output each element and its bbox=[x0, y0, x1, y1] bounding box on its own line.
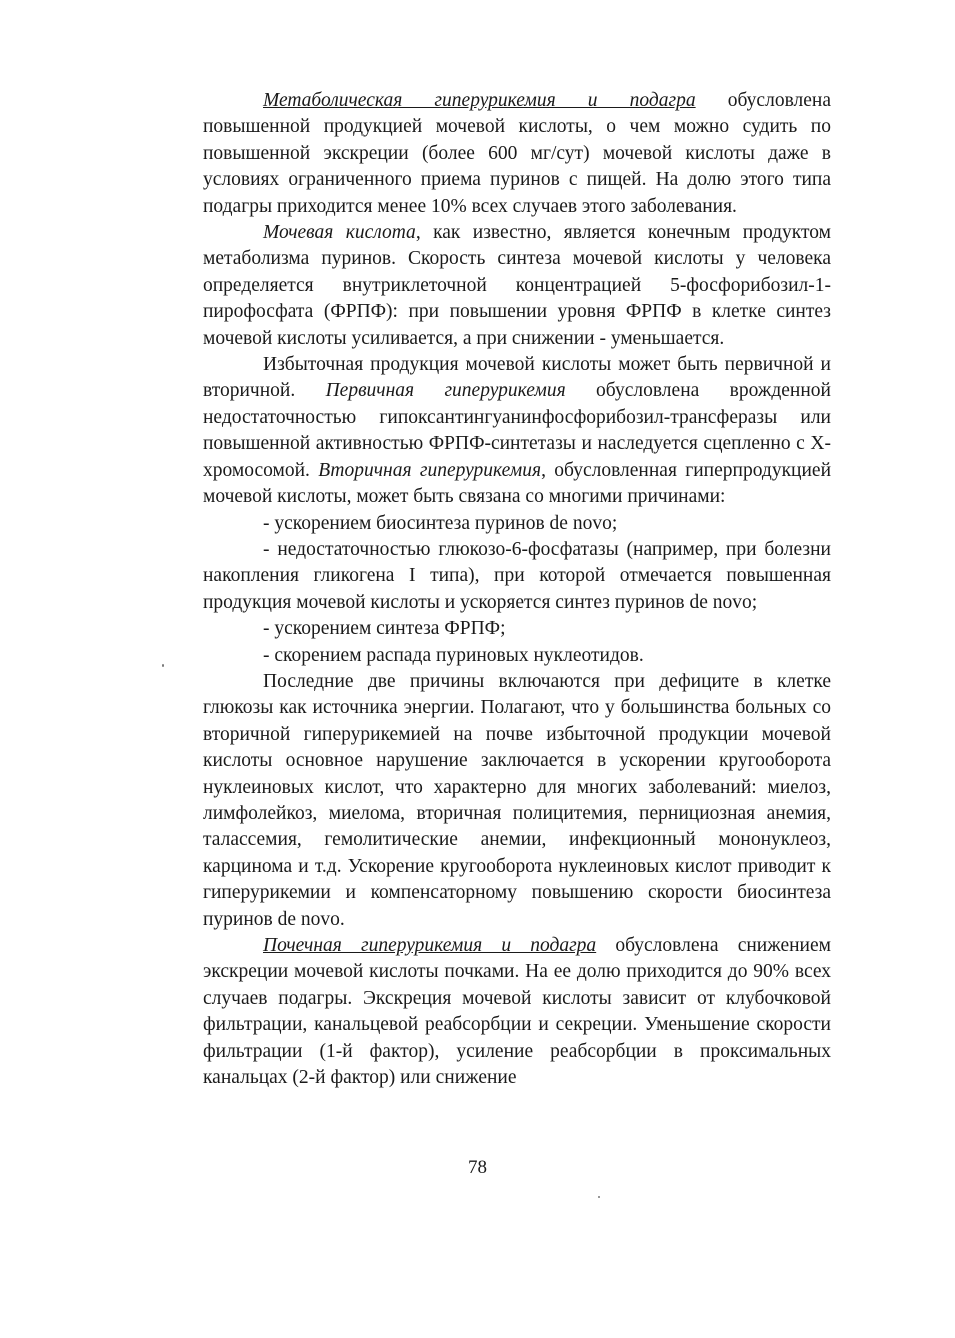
paragraph-renal bbox=[203, 933, 831, 1091]
term-metabolic-hyperuricemia: Метаболическая гиперурикемия и подагра bbox=[263, 90, 696, 111]
list-item: - скорением распада пуриновых нуклеотидов. bbox=[263, 644, 644, 666]
paragraph-text: , как известно, является конечным продуктом метаболизма пуринов. Скорость синтеза мочевой кислоты у человека определяется внутриклеточной концентрацией 5-фосфорибозил-1-пирофосфата (ФРПФ): при повышении уровня ФРПФ в клетке синтез мочевой кислоты усиливается, а при снижении - уменьшается. bbox=[203, 222, 832, 349]
paragraph-uric-acid bbox=[203, 220, 831, 352]
paragraph-text: Избыточная продукция мочевой кислоты может быть первичной и вторичной. bbox=[203, 354, 831, 402]
paragraph-text: обусловлена врожденной недостаточностью гипоксантингуанинфосфорибозил-трансферазы или повышенной активностью ФРПФ-синтетазы и наследуется сцепленно с Х-хромосомой. bbox=[203, 380, 831, 481]
paragraph-text: обусловлена повышенной продукцией мочевой кислоты, о чем можно судить по повышенной экскреции (более 600 мг/сут) мочевой кислоты даже в условиях ограниченного приема пуринов с пищей. На долю этого типа подагры приходится менее 10% всех случаев этого заболевания. bbox=[203, 90, 831, 217]
term-secondary-hyperuricemia: Вторичная гиперурикемия bbox=[318, 459, 542, 481]
paragraph-text: обусловлена снижением экскреции мочевой кислоты почками. На ее долю приходится до 90% всех случаев подагры. Экскреция мочевой кислоты зависит от клубочковой фильтрации, канальцевой реабсорбции и секреции. Уменьшение скорости фильтрации (1-й фактор), усиление реабсорбции в проксимальных канальцах (2-й фактор) или снижение bbox=[203, 935, 831, 1089]
paragraph-overproduction bbox=[203, 352, 831, 510]
scan-speck bbox=[598, 1196, 600, 1198]
paragraph-text: , обусловленная гиперпродукцией мочевой кислоты, может быть связана со многими причинами: bbox=[203, 459, 832, 508]
list-item: - недостаточностью глюкозо-6-фосфатазы (например, при болезни накопления гликогена I типа), при которой отмечается повышенная продукция мочевой кислоты и ускоряется синтез пуринов de novo; bbox=[203, 538, 831, 613]
term-renal-hyperuricemia: Почечная гиперурикемия и подагра bbox=[263, 935, 597, 956]
term-uric-acid: Мочевая кислота bbox=[263, 222, 416, 244]
paragraph-metabolic bbox=[203, 88, 831, 220]
term-primary-hyperuricemia: Первичная гиперурикемия bbox=[325, 380, 566, 402]
page-number: 78 bbox=[468, 1157, 487, 1178]
document-body bbox=[203, 88, 831, 1091]
list-item: - ускорением синтеза ФРПФ; bbox=[263, 618, 506, 640]
paragraph-causes: Последние две причины включаются при дефиците в клетке глюкозы как источника энергии. Полагают, что у большинства больных со вторичной гиперурикемией на почве избыточной продукции мочевой кислоты основное нарушение заключается в ускорении кругооборота нуклеиновых кислот, что характерно для многих заболеваний: миелоз, лимфолейкоз, миелома, вторичная полицитемия, пернициозная анемия, талассемия, гемолитические анемии, инфекционный мононуклеоз, карцинома и т.д. Ускорение кругооборота нуклеиновых кислот приводит к гиперурикемии и компенсаторному повышению скорости биосинтеза пуринов de novo. bbox=[203, 670, 831, 930]
scan-speck bbox=[162, 664, 164, 667]
list-item: - ускорением биосинтеза пуринов de novo; bbox=[263, 512, 618, 534]
